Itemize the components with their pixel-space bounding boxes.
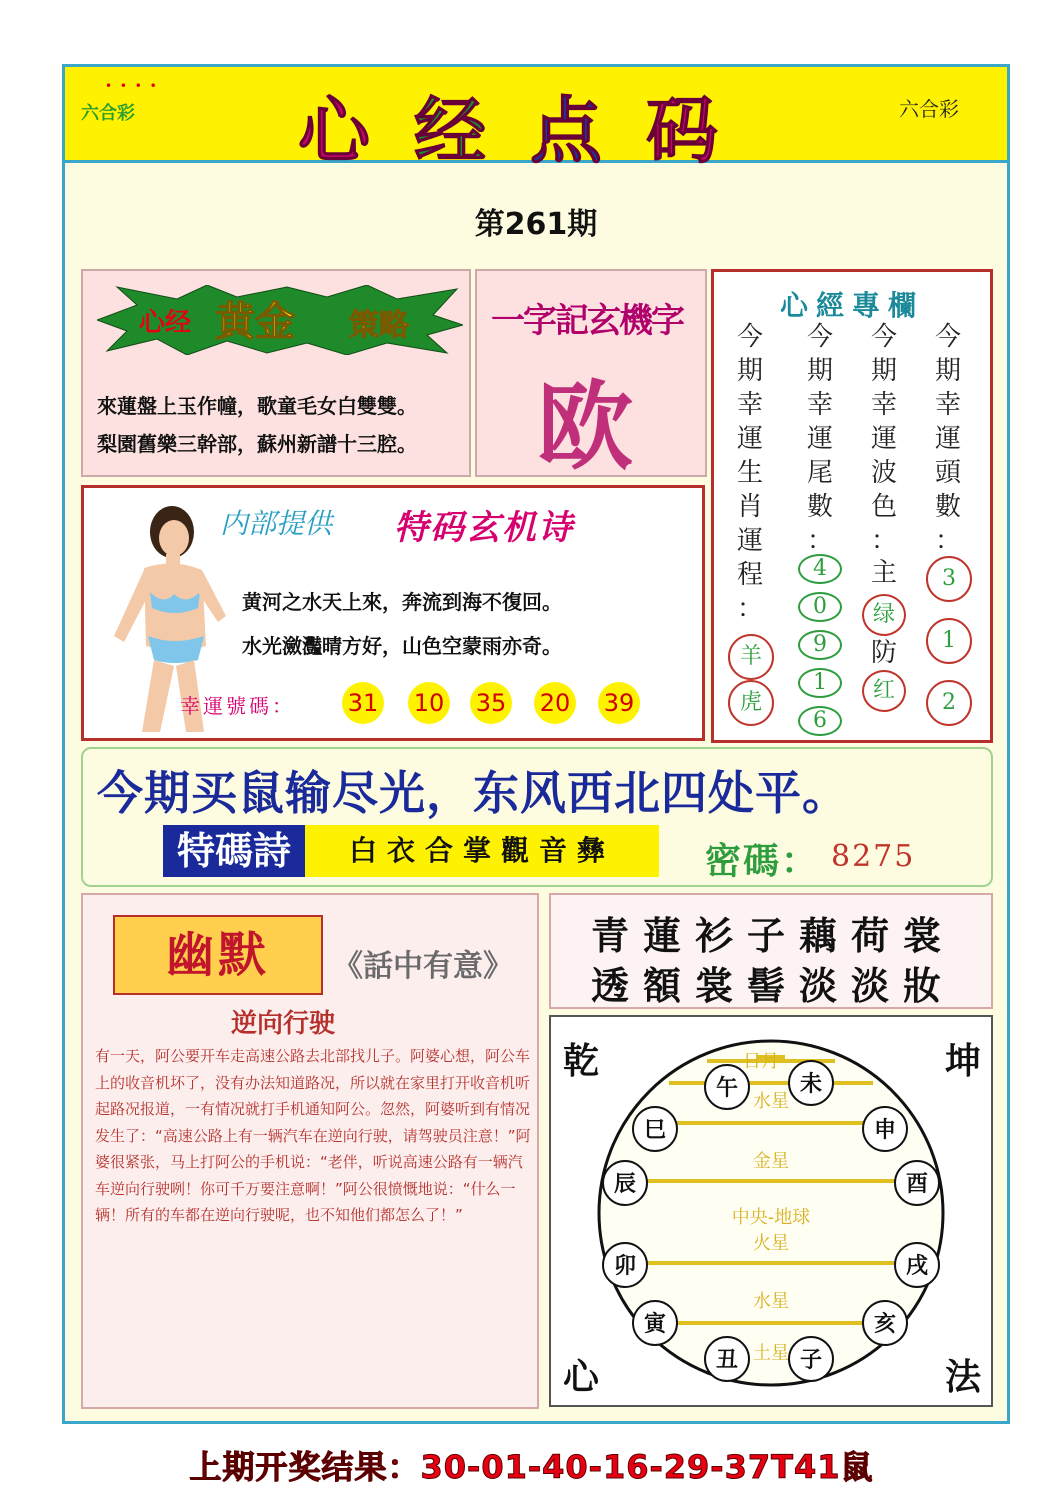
col-text: 數 (934, 492, 961, 522)
col-text: 幸 (736, 390, 763, 420)
col-text: 今 (736, 322, 763, 352)
gold-strategy-box (81, 269, 471, 477)
head-circle-2: 1 (926, 618, 972, 664)
head-circle-3: 2 (926, 680, 972, 726)
branch-label: 子 (799, 1348, 823, 1373)
lotus-line-2: 透額裳髻淡淡妝 (590, 963, 955, 1008)
humor-logo: 幽默 (113, 915, 323, 995)
lucky-ball-2: 10 (408, 682, 450, 724)
gold-title-small: 心经 (139, 308, 192, 338)
one-char-title: 一字記玄機字 (491, 301, 683, 341)
col-text: ： (736, 594, 763, 624)
inner-provide-label: 内部提供 (220, 507, 333, 540)
color-guard: 防 (870, 638, 897, 668)
col-text: 運 (736, 526, 763, 556)
gold-title-tail: 策略 (349, 308, 409, 343)
story-title: 逆向行驶 (231, 1009, 336, 1039)
last-result: 上期开奖结果：30-01-40-16-29-37T41鼠 (189, 1448, 874, 1486)
planet-label: 火星 (753, 1233, 789, 1254)
lucky-ball-1: 31 (342, 682, 384, 724)
planet-label: 水星 (753, 1291, 789, 1312)
branch-label: 酉 (905, 1172, 929, 1197)
zodiac-chart (549, 1015, 993, 1407)
one-char-box (475, 269, 707, 483)
lucky-ball-4: 20 (534, 682, 576, 724)
col-text: 期 (806, 356, 833, 386)
col-text: 運 (934, 424, 961, 454)
poem-title: 特码玄机诗 (394, 508, 574, 548)
col-text: 幸 (934, 390, 961, 420)
burst-banner (97, 285, 463, 355)
col-text: 肖 (736, 492, 763, 522)
branch-label: 未 (799, 1072, 823, 1097)
tail-oval-2: 0 (798, 592, 842, 622)
col-text: 波 (870, 458, 897, 488)
lucky-ball-5: 39 (598, 682, 640, 724)
main-title (295, 73, 765, 177)
poem-line-1: 黄河之水天上來，奔流到海不復回。 (242, 590, 562, 614)
planet-label: 日月 (743, 1051, 779, 1072)
lucky-label: 幸運號碼： (180, 694, 295, 718)
color-b-circle: 红 (862, 670, 906, 712)
planet-label: 中央-地球 (731, 1207, 811, 1228)
color-a-circle: 绿 (862, 594, 906, 636)
password-value: 8275 (831, 839, 916, 874)
col-text: 數 (806, 492, 833, 522)
col-text: 尾 (806, 458, 833, 488)
col-text: 頭 (934, 458, 961, 488)
poem-lines (242, 580, 562, 668)
color-main: 主 (870, 558, 897, 588)
branch-label: 卯 (613, 1254, 637, 1279)
branch-label: 丑 (715, 1348, 739, 1373)
humor-subtitle: 《話中有意》 (333, 949, 513, 984)
corner-label: 乾 (562, 1040, 600, 1082)
branch-label: 辰 (613, 1172, 637, 1197)
poem-box (81, 485, 705, 741)
zodiac-circle-2: 虎 (728, 680, 774, 726)
col-text: 今 (934, 322, 961, 352)
tail-oval-3: 9 (798, 630, 842, 660)
col-text: ： (934, 526, 961, 556)
slogan-text: 今期买鼠输尽光，东风西北四处平。 (97, 766, 849, 820)
tail-oval-4: 1 (798, 668, 842, 698)
col-text: ： (806, 526, 833, 556)
planet-label: 金星 (753, 1151, 789, 1172)
col-text: 程 (736, 560, 763, 590)
password-label: 密碼： (705, 841, 820, 882)
header-bar (65, 67, 1007, 173)
zodiac-chart-svg (551, 1017, 991, 1405)
story-text: 有一天，阿公要开车走高速公路去北部找儿子。阿婆心想，阿公车上的收音机坏了，没有办法知道路况，所以就在家里打开收音机听起路况报道，一有情况就打手机通知阿公。忽然，阿婆听到有情况发生了：“高速公路上有一辆汽车在逆向行驶，请驾驶员注意！”阿婆很紧张，马上打阿公的手机说：“老伴，听说高速公路有一辆汽车逆向行驶咧！你可千万要注意啊！”阿公很愤慨地说：“什么一辆！所有的车都在逆向行驶呢，也不知他们都怎么了！” (95, 1047, 531, 1224)
gold-poem-line-1: 來蓮盤上玉作幢，歌童毛女白雙雙。 (97, 394, 417, 418)
col-text: 色 (870, 492, 897, 522)
one-char-value: 欧 (537, 371, 633, 483)
tail-oval-5: 6 (798, 706, 842, 736)
col-text: 今 (806, 322, 833, 352)
col-text: 運 (806, 424, 833, 454)
col-text: 期 (870, 356, 897, 386)
poem-line-2: 水光瀲灩晴方好，山色空蒙雨亦奇。 (242, 634, 562, 658)
lucky-ball-3: 35 (470, 682, 512, 724)
title-char-3: 点 (530, 89, 647, 173)
lotus-box (549, 893, 993, 1009)
zodiac-circle-1: 羊 (728, 634, 774, 680)
branch-label: 巳 (643, 1118, 667, 1143)
humor-box (81, 893, 539, 1409)
col-text: 運 (870, 424, 897, 454)
title-char-1: 心 (297, 89, 414, 173)
col-text: 幸 (870, 390, 897, 420)
corner-label: 心 (562, 1356, 600, 1398)
column-zodiac (730, 320, 770, 626)
col-text: 今 (870, 322, 897, 352)
column-color (864, 320, 904, 558)
branch-label: 寅 (643, 1312, 667, 1337)
logo-dots: • • • • (105, 79, 159, 93)
branch-label: 亥 (873, 1312, 897, 1337)
col-text: 生 (736, 458, 763, 488)
slogan-box (81, 747, 993, 887)
title-char-4: 码 (646, 89, 763, 173)
special-poem-label: 特碼詩 (163, 825, 305, 877)
column-tails (800, 320, 840, 558)
poster-frame (62, 64, 1010, 1424)
branch-label: 申 (873, 1118, 897, 1143)
title-char-2: 经 (413, 89, 530, 173)
planet-label: 土星 (753, 1343, 789, 1364)
column-title: 心經專欄 (779, 289, 924, 322)
gold-title-big: 黄金 (215, 299, 295, 345)
gold-poem-line-2: 梨園舊樂三幹部，蘇州新譜十三腔。 (97, 432, 417, 456)
col-text: 期 (736, 356, 763, 386)
corner-label: 坤 (944, 1040, 982, 1082)
head-circle-1: 3 (926, 556, 972, 602)
special-poem-text: 白衣合掌觀音彝 (305, 825, 659, 877)
col-text: 幸 (806, 390, 833, 420)
logo-left: 六合彩 (81, 103, 135, 124)
column-box (711, 269, 993, 743)
logo-right: 六合彩 (899, 97, 959, 121)
column-heads (928, 320, 968, 558)
col-text: ： (870, 526, 897, 556)
gold-poem (97, 387, 469, 463)
branch-label: 戌 (905, 1254, 929, 1279)
planet-label: 水星 (753, 1091, 789, 1112)
issue-number: 第261期 (474, 207, 598, 242)
branch-label: 午 (715, 1076, 739, 1101)
col-text: 運 (736, 424, 763, 454)
tail-oval-1: 4 (798, 554, 842, 584)
lotus-line-1: 青蓮衫子藕荷裳 (590, 913, 955, 958)
corner-label: 法 (944, 1356, 982, 1398)
col-text: 期 (934, 356, 961, 386)
